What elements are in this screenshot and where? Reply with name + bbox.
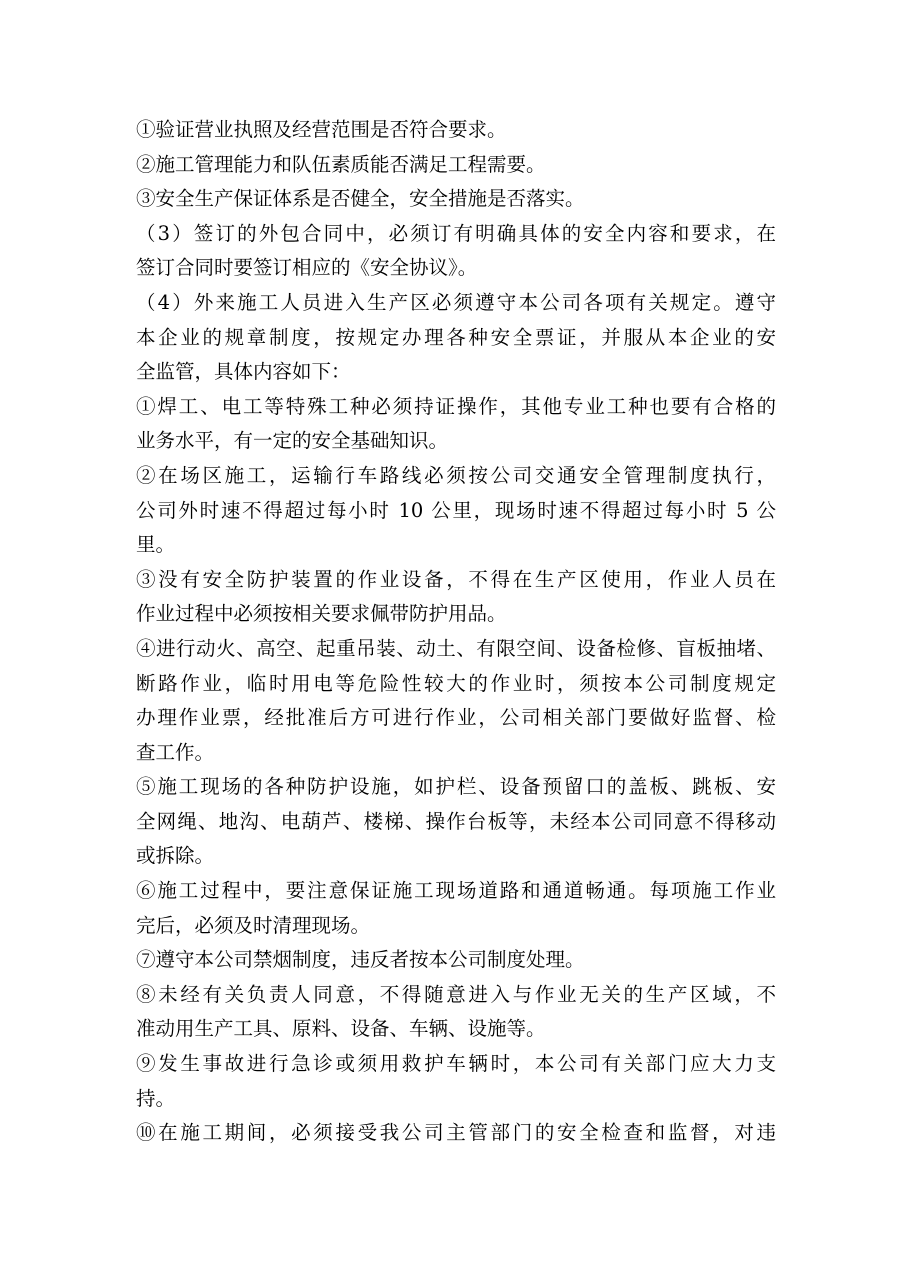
text-line: ②施工管理能力和队伍素质能否满足工程需要。 <box>136 152 546 176</box>
text-line: 办理作业票，经批准后方可进行作业，公司相关部门要做好监督、检 <box>136 706 776 730</box>
text-line: ③安全生产保证体系是否健全，安全措施是否落实。 <box>136 187 585 211</box>
text-line: 作业过程中必须按相关要求佩带防护用品。 <box>136 602 507 626</box>
text-line: ②在场区施工，运输行车路线必须按公司交通安全管理制度执行， <box>136 463 776 487</box>
text-line: 全网绳、地沟、电葫芦、楼梯、操作台板等，未经本公司同意不得移动 <box>136 809 776 833</box>
text-line: ⑥施工过程中，要注意保证施工现场道路和通道畅通。每项施工作业 <box>136 879 776 903</box>
text-line: 完后，必须及时清理现场。 <box>136 913 371 937</box>
text-line: 公司外时速不得超过每小时 10 公里，现场时速不得超过每小时 5 公 <box>136 498 776 522</box>
text-line: ①焊工、电工等特殊工种必须持证操作，其他专业工种也要有合格的 <box>136 394 776 418</box>
text-line: 里。 <box>136 533 176 557</box>
text-line: 本企业的规章制度，按规定办理各种安全票证，并服从本企业的安 <box>136 325 776 349</box>
document-body <box>136 113 776 1151</box>
text-line: ⑦遵守本公司禁烟制度，违反者按本公司制度处理。 <box>136 948 585 972</box>
text-line: ④进行动火、高空、起重吊装、动土、有限空间、设备检修、盲板抽堵、 <box>136 636 776 660</box>
text-line: 准动用生产工具、原料、设备、车辆、设施等。 <box>136 1017 546 1041</box>
text-line: ⑤施工现场的各种防护设施，如护栏、设备预留口的盖板、跳板、安 <box>136 775 776 799</box>
text-line: 断路作业，临时用电等危险性较大的作业时，须按本公司制度规定 <box>136 671 776 695</box>
text-line: ⑨发生事故进行急诊或须用救护车辆时，本公司有关部门应大力支 <box>136 1052 776 1076</box>
text-line: 或拆除。 <box>136 844 215 868</box>
text-line: 持。 <box>136 1086 176 1110</box>
text-line: 全监管，具体内容如下： <box>136 360 351 384</box>
text-line: ⑧未经有关负责人同意，不得随意进入与作业无关的生产区域，不 <box>136 982 776 1006</box>
text-line: ⑩在施工期间，必须接受我公司主管部门的安全检查和监督，对违 <box>136 1121 776 1145</box>
text-line: （3）签订的外包合同中，必须订有明确具体的安全内容和要求，在 <box>136 221 776 245</box>
text-line: 业务水平，有一定的安全基础知识。 <box>136 429 449 453</box>
text-line: ①验证营业执照及经营范围是否符合要求。 <box>136 118 507 141</box>
text-line: 查工作。 <box>136 740 215 764</box>
text-line: ③没有安全防护装置的作业设备，不得在生产区使用，作业人员在 <box>136 567 776 591</box>
text-line: （4）外来施工人员进入生产区必须遵守本公司各项有关规定。遵守 <box>136 290 776 314</box>
text-line: 签订合同时要签订相应的《安全协议》。 <box>136 256 478 280</box>
